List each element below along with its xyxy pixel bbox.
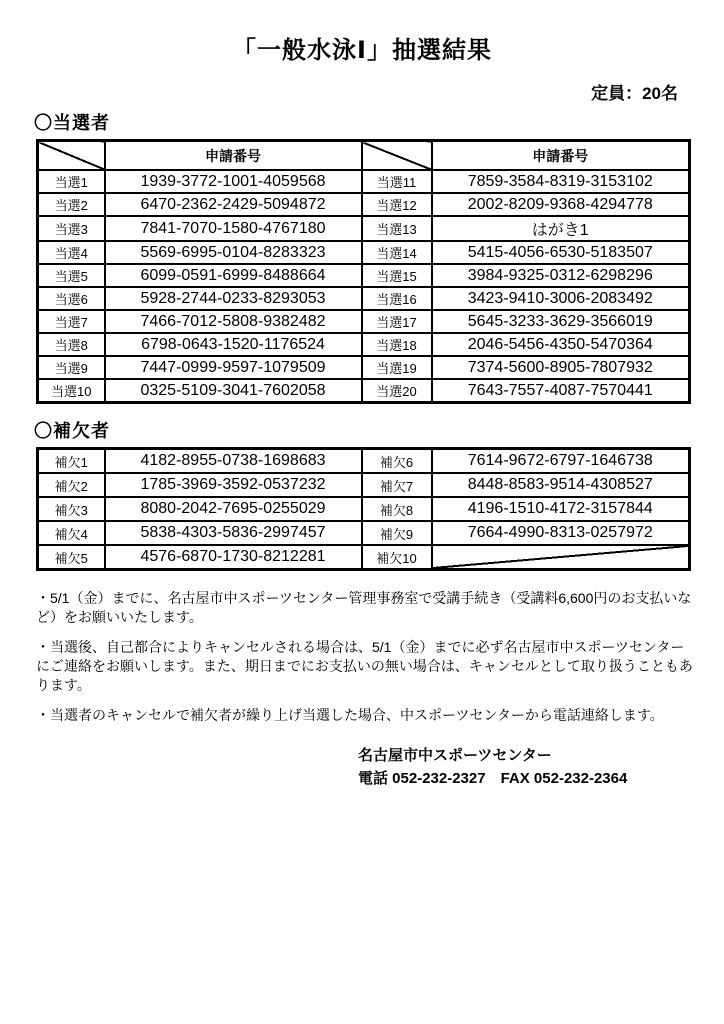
table-row [38,521,690,545]
table-row [38,216,690,241]
row-label: 当選11 [362,170,432,193]
table-row [38,193,690,216]
row-label: 補欠6 [362,449,432,474]
table-row [38,356,690,379]
row-label: 当選17 [362,310,432,333]
application-number: 6798-0643-1520-1176524 [105,333,362,356]
row-label: 当選7 [38,310,105,333]
application-number: 4576-6870-1730-8212281 [105,545,362,570]
row-label: 当選20 [362,379,432,403]
application-number: 0325-5109-3041-7602058 [105,379,362,403]
row-label: 当選8 [38,333,105,356]
row-label: 補欠5 [38,545,105,570]
row-label: 当選15 [362,264,432,287]
substitutes-table [36,447,691,571]
diagonal-header-cell [38,141,105,171]
substitutes-heading: 〇補欠者 [34,421,110,441]
table-row [38,333,690,356]
application-number: 7614-9672-6797-1646738 [432,449,690,474]
row-label: 補欠8 [362,497,432,521]
row-label: 補欠4 [38,521,105,545]
row-label: 当選14 [362,241,432,264]
row-label: 補欠7 [362,473,432,497]
note-substitute-callup: ・当選者のキャンセルで補欠者が繰り上げ当選した場合、中スポーツセンターから電話連絡します。 [36,707,664,723]
application-number: 3423-9410-3006-2083492 [432,287,690,310]
application-number: 6470-2362-2429-5094872 [105,193,362,216]
winners-header-row [38,141,690,171]
application-number: 4196-1510-4172-3157844 [432,497,690,521]
application-number: 2002-8209-9368-4294778 [432,193,690,216]
application-number: はがき1 [432,216,690,241]
row-label: 補欠9 [362,521,432,545]
table-row [38,449,690,474]
row-label: 当選16 [362,287,432,310]
application-number: 7374-5600-8905-7807932 [432,356,690,379]
row-label: 補欠2 [38,473,105,497]
table-row [38,287,690,310]
application-number: 7841-7070-1580-4767180 [105,216,362,241]
table-row [38,241,690,264]
table-row [38,379,690,403]
application-number: 5415-4056-6530-5183507 [432,241,690,264]
contact-numbers: 電話 052-232-2327 FAX 052-232-2364 [358,770,628,787]
application-number: 1939-3772-1001-4059568 [105,170,362,193]
note-payment-procedure: ・5/1（金）までに、名古屋市中スポーツセンター管理事務室で受講手続き（受講料6,600円のお支払いなど）をお願いいたします。 [36,590,692,625]
winners-heading: 〇当選者 [34,113,110,133]
row-label: 当選2 [38,193,105,216]
application-number: 8448-8583-9514-4308527 [432,473,690,497]
row-label: 当選1 [38,170,105,193]
footer-block [358,744,724,790]
row-label: 当選9 [38,356,105,379]
row-label: 当選18 [362,333,432,356]
application-number: 7859-3584-8319-3153102 [432,170,690,193]
application-number: 5645-3233-3629-3566019 [432,310,690,333]
row-label: 補欠1 [38,449,105,474]
row-label: 当選4 [38,241,105,264]
application-number: 8080-2042-7695-0255029 [105,497,362,521]
row-label: 補欠3 [38,497,105,521]
winners-table [36,139,691,404]
row-label: 当選5 [38,264,105,287]
note-cancellation-policy: ・当選後、自己都合によりキャンセルされる場合は、5/1（金）までに必ず名古屋市中スポーツセンターにご連絡をお願いします。また、期日までにお支払いの無い場合は、キャンセルとして取り扱うこともあります。 [36,639,693,693]
application-number-header: 申請番号 [432,141,690,171]
table-row [38,473,690,497]
row-label: 当選6 [38,287,105,310]
application-number: 5928-2744-0233-8293053 [105,287,362,310]
table-row [38,170,690,193]
notes-section [36,589,696,725]
empty-diagonal-cell [432,545,690,570]
application-number: 7643-7557-4087-7570441 [432,379,690,403]
row-label: 当選13 [362,216,432,241]
application-number: 5569-6995-0104-8283323 [105,241,362,264]
application-number: 2046-5456-4350-5470364 [432,333,690,356]
table-row [38,497,690,521]
application-number: 6099-0591-6999-8488664 [105,264,362,287]
application-number: 5838-4303-5836-2997457 [105,521,362,545]
application-number: 7447-0999-9597-1079509 [105,356,362,379]
application-number: 3984-9325-0312-6298296 [432,264,690,287]
application-number: 4182-8955-0738-1698683 [105,449,362,474]
row-label: 当選12 [362,193,432,216]
table-row [38,545,690,570]
application-number: 7466-7012-5808-9382482 [105,310,362,333]
application-number: 1785-3969-3592-0537232 [105,473,362,497]
diagonal-header-cell [362,141,432,171]
capacity-label: 定員：20名 [591,84,678,103]
organization-name: 名古屋市中スポーツセンター [358,747,552,764]
application-number: 7664-4990-8313-0257972 [432,521,690,545]
page-title: 「一般水泳Ⅰ」抽選結果 [232,37,492,64]
row-label: 補欠10 [362,545,432,570]
row-label: 当選19 [362,356,432,379]
table-row [38,264,690,287]
row-label: 当選3 [38,216,105,241]
application-number-header: 申請番号 [105,141,362,171]
row-label: 当選10 [38,379,105,403]
table-row [38,310,690,333]
